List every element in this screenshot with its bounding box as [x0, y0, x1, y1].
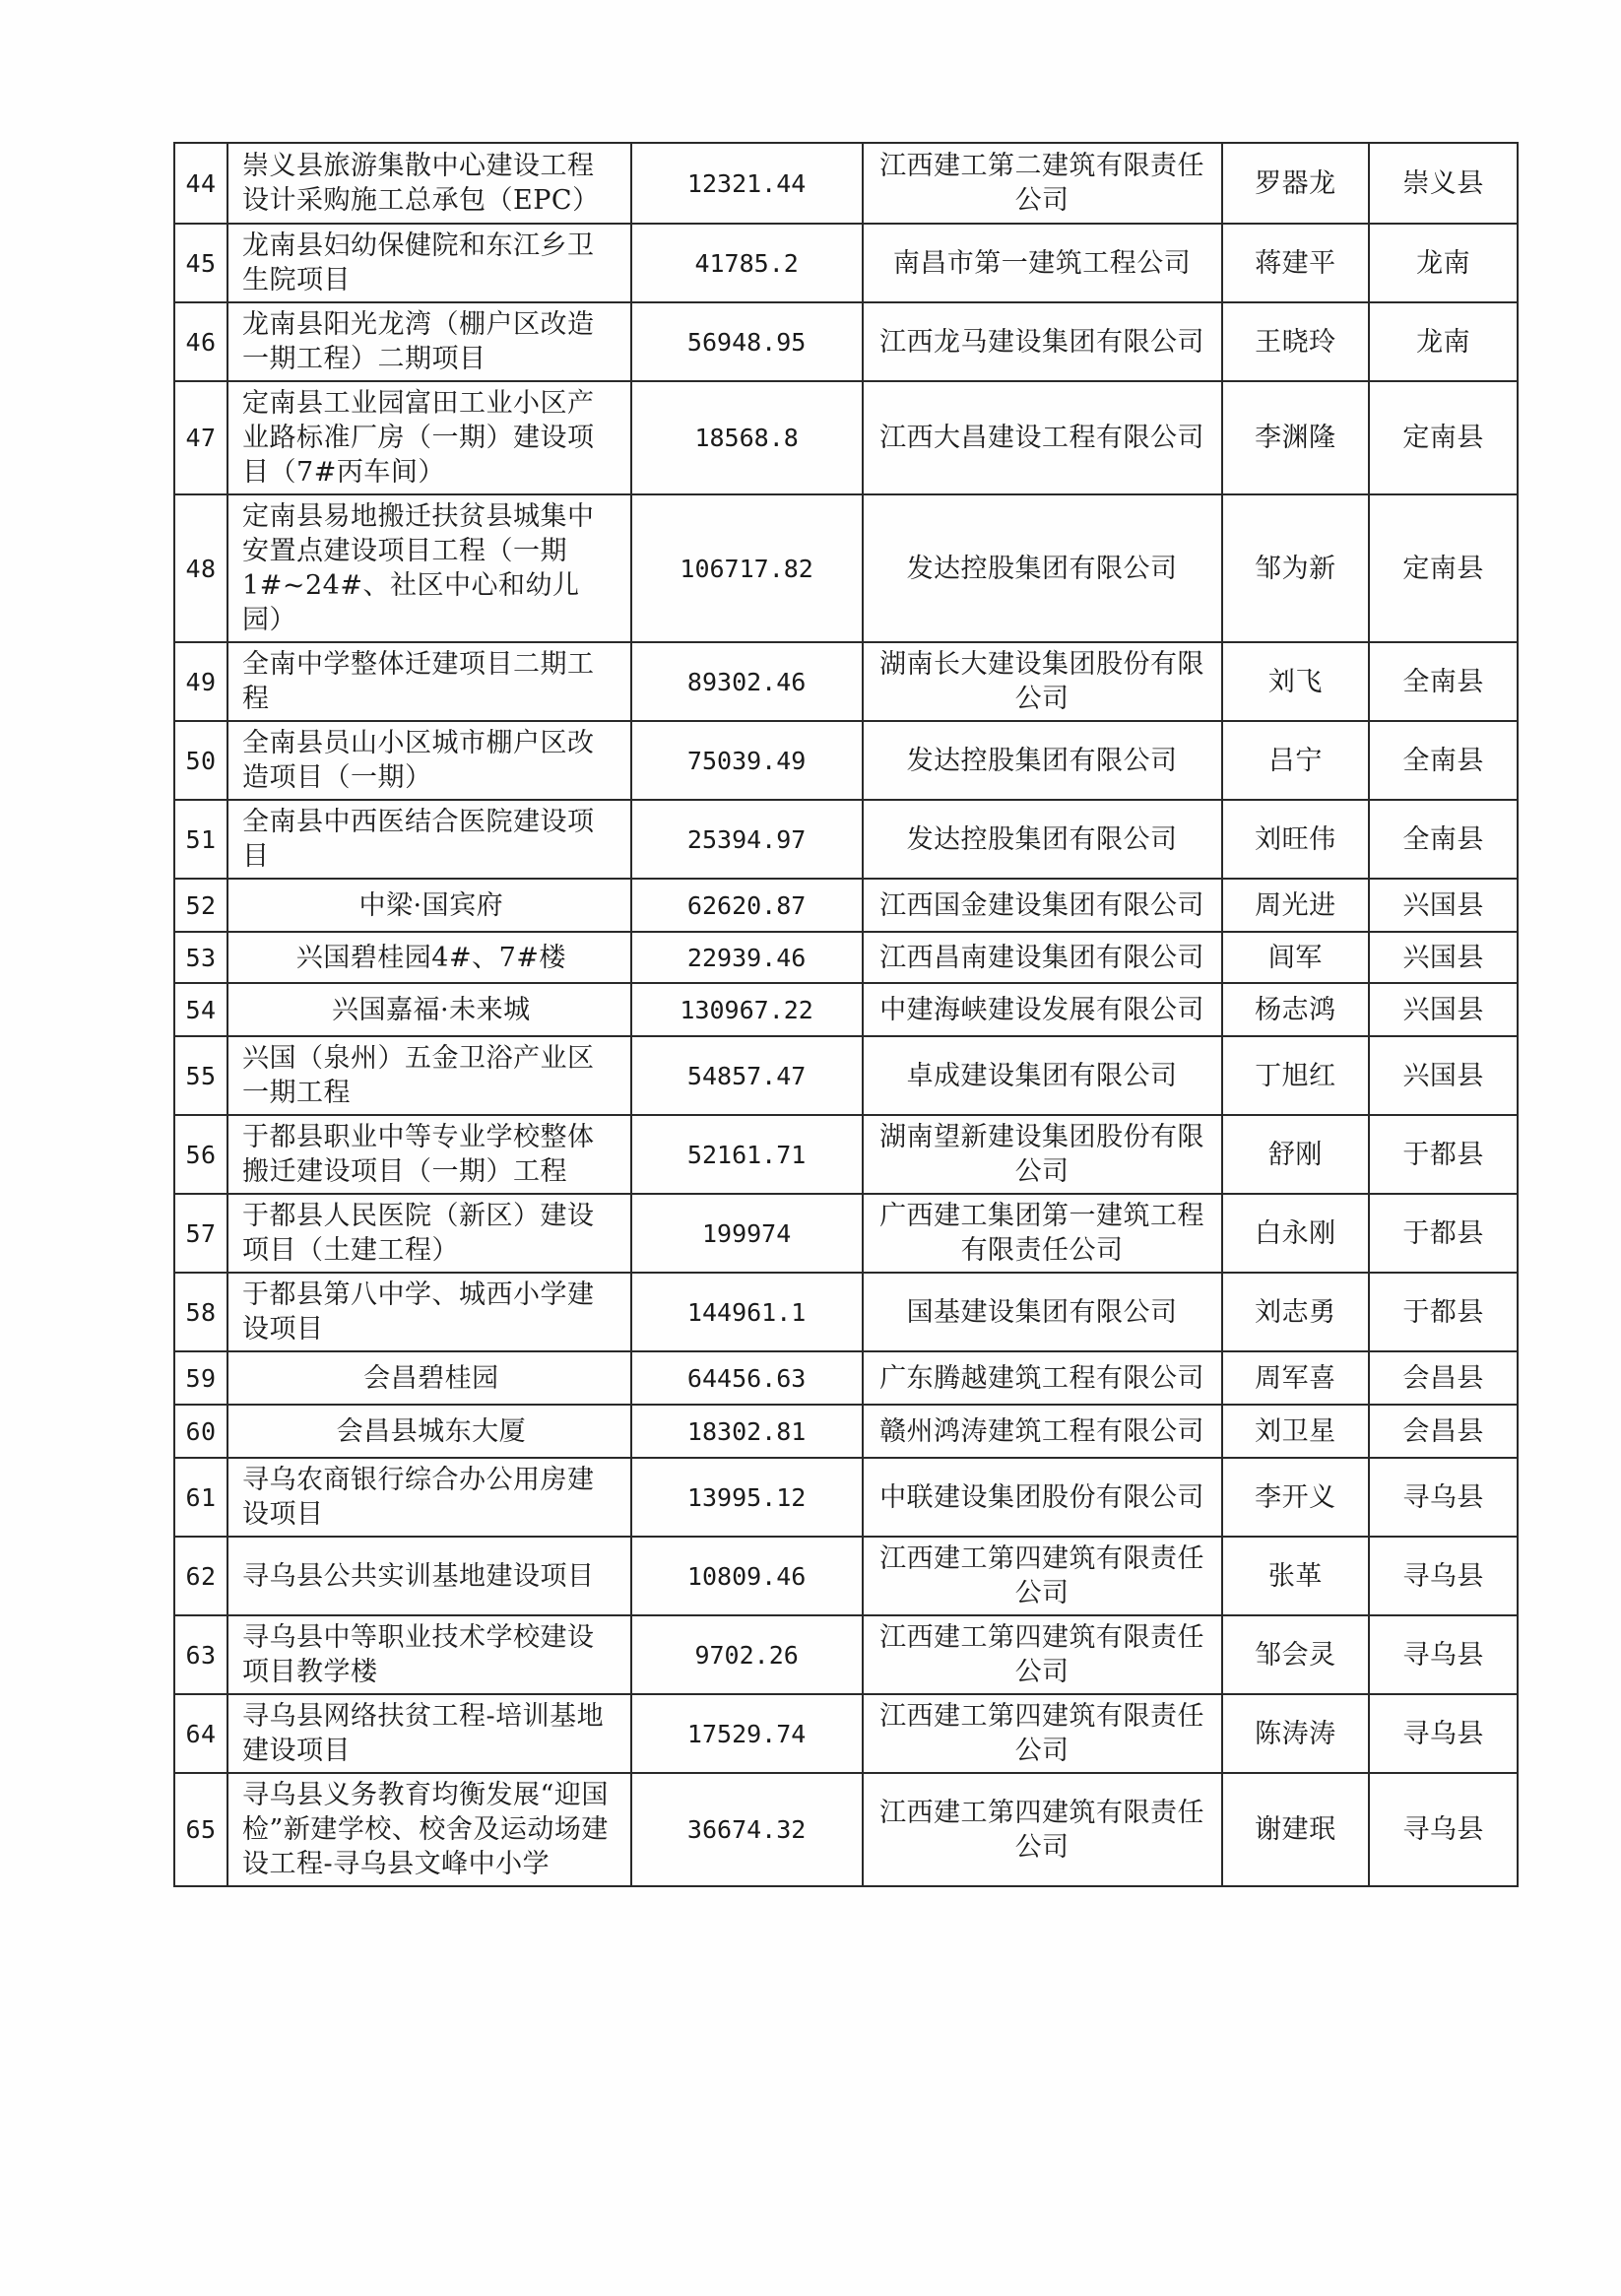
investment-amount-cell: 64456.63	[631, 1351, 863, 1405]
region-cell: 全南县	[1369, 800, 1518, 879]
project-manager-cell: 张革	[1222, 1537, 1370, 1615]
contractor-company-cell: 卓成建设集团有限公司	[863, 1036, 1222, 1115]
contractor-company-cell: 江西昌南建设集团有限公司	[863, 932, 1222, 983]
project-name-cell: 兴国（泉州）五金卫浴产业区一期工程	[227, 1036, 631, 1115]
contractor-company-cell: 江西大昌建设工程有限公司	[863, 381, 1222, 494]
row-number-cell: 55	[174, 1036, 227, 1115]
investment-amount-cell: 144961.1	[631, 1273, 863, 1351]
contractor-company-cell: 江西国金建设集团有限公司	[863, 879, 1222, 932]
project-name-cell: 全南县员山小区城市棚户区改造项目（一期）	[227, 721, 631, 800]
contractor-company-cell: 广东腾越建筑工程有限公司	[863, 1351, 1222, 1405]
region-cell: 龙南	[1369, 302, 1518, 381]
region-cell: 兴国县	[1369, 983, 1518, 1036]
project-name-cell: 寻乌县义务教育均衡发展“迎国检”新建学校、校舍及运动场建设工程-寻乌县文峰中小学	[227, 1773, 631, 1886]
table-row	[174, 494, 1518, 642]
contractor-company-cell: 中建海峡建设发展有限公司	[863, 983, 1222, 1036]
region-cell: 寻乌县	[1369, 1773, 1518, 1886]
project-name-cell: 全南中学整体迁建项目二期工程	[227, 642, 631, 721]
project-manager-cell: 周光进	[1222, 879, 1370, 932]
investment-amount-cell: 130967.22	[631, 983, 863, 1036]
row-number-cell: 52	[174, 879, 227, 932]
table-row	[174, 1773, 1518, 1886]
table-row	[174, 224, 1518, 302]
row-number-cell: 44	[174, 143, 227, 224]
investment-amount-cell: 10809.46	[631, 1537, 863, 1615]
row-number-cell: 62	[174, 1537, 227, 1615]
region-cell: 龙南	[1369, 224, 1518, 302]
investment-amount-cell: 12321.44	[631, 143, 863, 224]
row-number-cell: 51	[174, 800, 227, 879]
investment-amount-cell: 41785.2	[631, 224, 863, 302]
row-number-cell: 56	[174, 1115, 227, 1194]
project-manager-cell: 吕宁	[1222, 721, 1370, 800]
contractor-company-cell: 湖南望新建设集团股份有限公司	[863, 1115, 1222, 1194]
project-manager-cell: 刘旺伟	[1222, 800, 1370, 879]
project-name-cell: 寻乌县公共实训基地建设项目	[227, 1537, 631, 1615]
investment-amount-cell: 18568.8	[631, 381, 863, 494]
project-manager-cell: 王晓玲	[1222, 302, 1370, 381]
project-name-cell: 于都县第八中学、城西小学建设项目	[227, 1273, 631, 1351]
region-cell: 于都县	[1369, 1194, 1518, 1273]
project-name-cell: 定南县工业园富田工业小区产业路标准厂房（一期）建设项目（7#丙车间）	[227, 381, 631, 494]
row-number-cell: 46	[174, 302, 227, 381]
row-number-cell: 61	[174, 1458, 227, 1537]
table-row	[174, 879, 1518, 932]
investment-amount-cell: 22939.46	[631, 932, 863, 983]
contractor-company-cell: 江西建工第四建筑有限责任公司	[863, 1694, 1222, 1773]
row-number-cell: 58	[174, 1273, 227, 1351]
row-number-cell: 48	[174, 494, 227, 642]
row-number-cell: 64	[174, 1694, 227, 1773]
project-manager-cell: 邹会灵	[1222, 1615, 1370, 1694]
project-name-cell: 于都县人民医院（新区）建设项目（土建工程）	[227, 1194, 631, 1273]
contractor-company-cell: 赣州鸿涛建筑工程有限公司	[863, 1405, 1222, 1458]
region-cell: 于都县	[1369, 1273, 1518, 1351]
table-row	[174, 1615, 1518, 1694]
project-manager-cell: 蒋建平	[1222, 224, 1370, 302]
project-name-cell: 龙南县妇幼保健院和东江乡卫生院项目	[227, 224, 631, 302]
table-row	[174, 800, 1518, 879]
investment-amount-cell: 18302.81	[631, 1405, 863, 1458]
table-row	[174, 932, 1518, 983]
contractor-company-cell: 江西建工第四建筑有限责任公司	[863, 1537, 1222, 1615]
table-row	[174, 1694, 1518, 1773]
investment-amount-cell: 9702.26	[631, 1615, 863, 1694]
project-manager-cell: 杨志鸿	[1222, 983, 1370, 1036]
row-number-cell: 60	[174, 1405, 227, 1458]
project-manager-cell: 刘卫星	[1222, 1405, 1370, 1458]
investment-amount-cell: 54857.47	[631, 1036, 863, 1115]
region-cell: 寻乌县	[1369, 1694, 1518, 1773]
row-number-cell: 50	[174, 721, 227, 800]
region-cell: 寻乌县	[1369, 1458, 1518, 1537]
project-manager-cell: 刘志勇	[1222, 1273, 1370, 1351]
table-row	[174, 302, 1518, 381]
project-name-cell: 中梁·国宾府	[227, 879, 631, 932]
project-name-cell: 会昌碧桂园	[227, 1351, 631, 1405]
project-name-cell: 会昌县城东大厦	[227, 1405, 631, 1458]
table-row	[174, 1036, 1518, 1115]
project-manager-cell: 舒刚	[1222, 1115, 1370, 1194]
project-table	[173, 142, 1519, 1887]
row-number-cell: 65	[174, 1773, 227, 1886]
table-row	[174, 1115, 1518, 1194]
table-row	[174, 1458, 1518, 1537]
table-row	[174, 1273, 1518, 1351]
table-row	[174, 642, 1518, 721]
table-row	[174, 143, 1518, 224]
investment-amount-cell: 75039.49	[631, 721, 863, 800]
row-number-cell: 57	[174, 1194, 227, 1273]
contractor-company-cell: 江西建工第四建筑有限责任公司	[863, 1615, 1222, 1694]
investment-amount-cell: 56948.95	[631, 302, 863, 381]
project-manager-cell: 邹为新	[1222, 494, 1370, 642]
contractor-company-cell: 中联建设集团股份有限公司	[863, 1458, 1222, 1537]
project-manager-cell: 罗器龙	[1222, 143, 1370, 224]
table-row	[174, 721, 1518, 800]
investment-amount-cell: 13995.12	[631, 1458, 863, 1537]
region-cell: 崇义县	[1369, 143, 1518, 224]
project-name-cell: 全南县中西医结合医院建设项目	[227, 800, 631, 879]
table-row	[174, 983, 1518, 1036]
contractor-company-cell: 发达控股集团有限公司	[863, 494, 1222, 642]
investment-amount-cell: 25394.97	[631, 800, 863, 879]
region-cell: 于都县	[1369, 1115, 1518, 1194]
contractor-company-cell: 国基建设集团有限公司	[863, 1273, 1222, 1351]
row-number-cell: 53	[174, 932, 227, 983]
project-manager-cell: 谢建珉	[1222, 1773, 1370, 1886]
project-name-cell: 定南县易地搬迁扶贫县城集中安置点建设项目工程（一期1#~24#、社区中心和幼儿园）	[227, 494, 631, 642]
project-name-cell: 兴国碧桂园4#、7#楼	[227, 932, 631, 983]
contractor-company-cell: 江西建工第四建筑有限责任公司	[863, 1773, 1222, 1886]
project-manager-cell: 周军喜	[1222, 1351, 1370, 1405]
region-cell: 会昌县	[1369, 1405, 1518, 1458]
row-number-cell: 54	[174, 983, 227, 1036]
investment-amount-cell: 17529.74	[631, 1694, 863, 1773]
row-number-cell: 49	[174, 642, 227, 721]
investment-amount-cell: 199974	[631, 1194, 863, 1273]
project-name-cell: 兴国嘉福·未来城	[227, 983, 631, 1036]
project-name-cell: 寻乌县网络扶贫工程-培训基地建设项目	[227, 1694, 631, 1773]
project-manager-cell: 丁旭红	[1222, 1036, 1370, 1115]
region-cell: 会昌县	[1369, 1351, 1518, 1405]
project-manager-cell: 白永刚	[1222, 1194, 1370, 1273]
project-manager-cell: 李渊隆	[1222, 381, 1370, 494]
project-name-cell: 龙南县阳光龙湾（棚户区改造一期工程）二期项目	[227, 302, 631, 381]
row-number-cell: 47	[174, 381, 227, 494]
contractor-company-cell: 广西建工集团第一建筑工程有限责任公司	[863, 1194, 1222, 1273]
region-cell: 兴国县	[1369, 932, 1518, 983]
investment-amount-cell: 52161.71	[631, 1115, 863, 1194]
project-name-cell: 寻乌农商银行综合办公用房建设项目	[227, 1458, 631, 1537]
contractor-company-cell: 发达控股集团有限公司	[863, 721, 1222, 800]
project-manager-cell: 李开义	[1222, 1458, 1370, 1537]
row-number-cell: 45	[174, 224, 227, 302]
region-cell: 寻乌县	[1369, 1537, 1518, 1615]
region-cell: 全南县	[1369, 721, 1518, 800]
table-row	[174, 1194, 1518, 1273]
table-row	[174, 1405, 1518, 1458]
project-manager-cell: 闾军	[1222, 932, 1370, 983]
row-number-cell: 59	[174, 1351, 227, 1405]
region-cell: 寻乌县	[1369, 1615, 1518, 1694]
table-row	[174, 1537, 1518, 1615]
project-name-cell: 寻乌县中等职业技术学校建设项目教学楼	[227, 1615, 631, 1694]
contractor-company-cell: 江西建工第二建筑有限责任公司	[863, 143, 1222, 224]
investment-amount-cell: 89302.46	[631, 642, 863, 721]
contractor-company-cell: 江西龙马建设集团有限公司	[863, 302, 1222, 381]
region-cell: 全南县	[1369, 642, 1518, 721]
contractor-company-cell: 发达控股集团有限公司	[863, 800, 1222, 879]
row-number-cell: 63	[174, 1615, 227, 1694]
region-cell: 兴国县	[1369, 1036, 1518, 1115]
region-cell: 兴国县	[1369, 879, 1518, 932]
project-manager-cell: 陈涛涛	[1222, 1694, 1370, 1773]
project-name-cell: 崇义县旅游集散中心建设工程设计采购施工总承包（EPC）	[227, 143, 631, 224]
investment-amount-cell: 36674.32	[631, 1773, 863, 1886]
project-manager-cell: 刘飞	[1222, 642, 1370, 721]
investment-amount-cell: 106717.82	[631, 494, 863, 642]
table-row	[174, 1351, 1518, 1405]
contractor-company-cell: 南昌市第一建筑工程公司	[863, 224, 1222, 302]
contractor-company-cell: 湖南长大建设集团股份有限公司	[863, 642, 1222, 721]
region-cell: 定南县	[1369, 381, 1518, 494]
region-cell: 定南县	[1369, 494, 1518, 642]
project-name-cell: 于都县职业中等专业学校整体搬迁建设项目（一期）工程	[227, 1115, 631, 1194]
investment-amount-cell: 62620.87	[631, 879, 863, 932]
table-row	[174, 381, 1518, 494]
project-table-body	[174, 143, 1518, 1886]
